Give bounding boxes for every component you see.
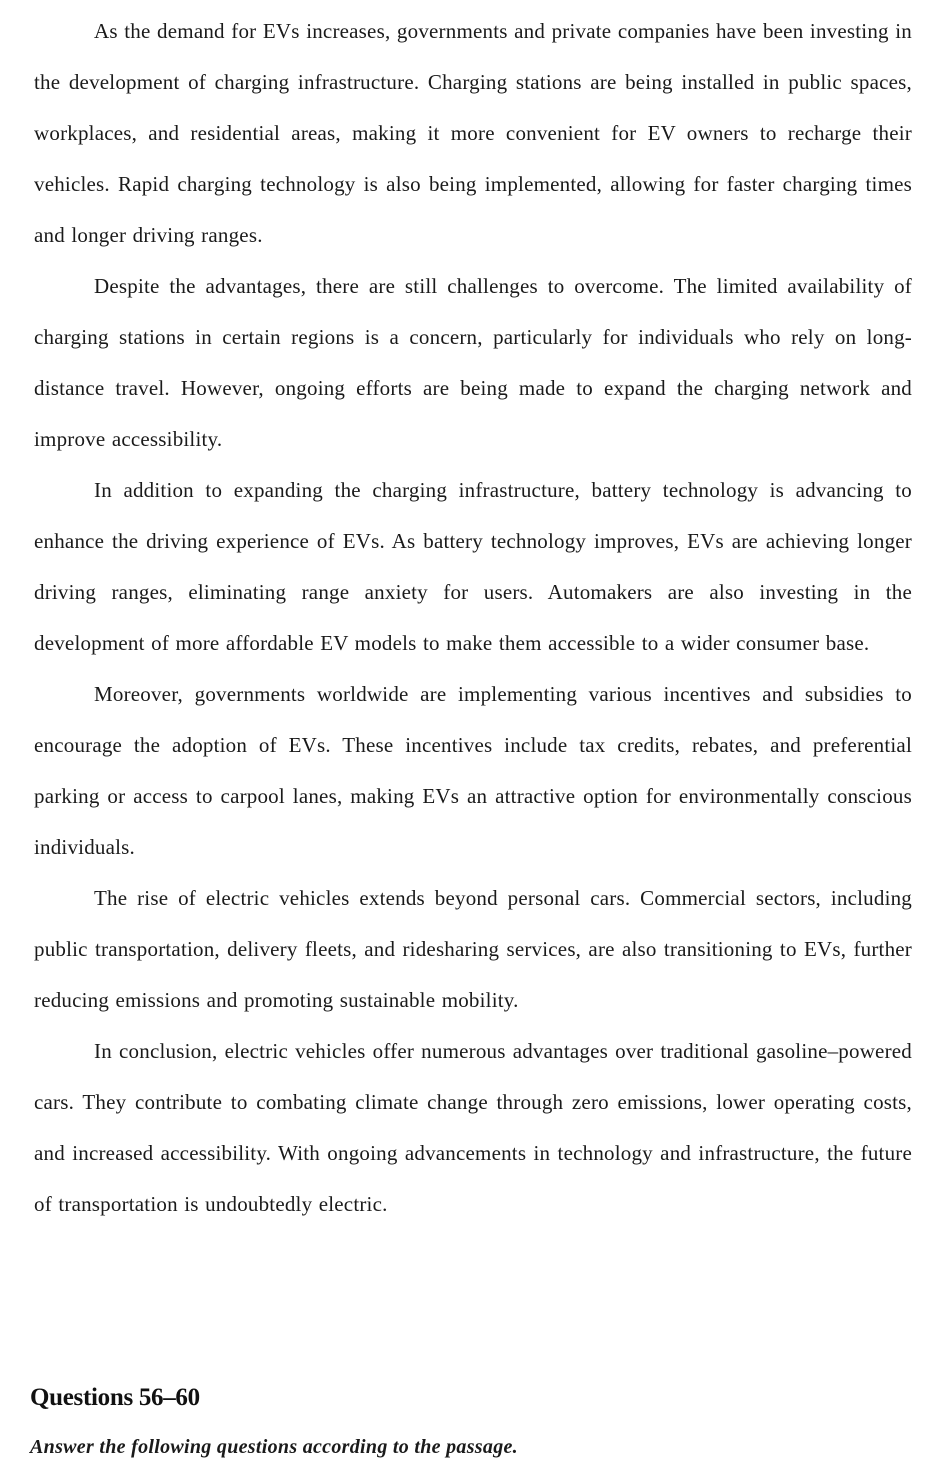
passage-paragraph: In conclusion, electric vehicles offer numerous advantages over traditional gasoline–powered cars. They contribute to combating climate change through zero emissions, lower operating costs, and increased accessibility. With ongoing advancements in technology and infrastructure, the future of transportation is undoubtedly electric.	[34, 1039, 912, 1216]
questions-instruction: Answer the following questions according to the passage.	[30, 1436, 518, 1458]
questions-heading: Questions 56–60	[30, 1384, 200, 1411]
passage-paragraph: Despite the advantages, there are still challenges to overcome. The limited availability of charging stations in certain regions is a concern, particularly for individuals who rely on long-distance travel. However, ongoing efforts are being made to expand the charging network and improve accessibility.	[34, 274, 912, 451]
reading-passage	[34, 6, 912, 1230]
passage-paragraph: The rise of electric vehicles extends beyond personal cars. Commercial sectors, including public transportation, delivery fleets, and ridesharing services, are also transitioning to EVs, further reducing emissions and promoting sustainable mobility.	[34, 886, 912, 1012]
passage-paragraph: Moreover, governments worldwide are implementing various incentives and subsidies to encourage the adoption of EVs. These incentives include tax credits, rebates, and preferential parking or access to carpool lanes, making EVs an attractive option for environmentally conscious individuals.	[34, 682, 912, 859]
passage-paragraph: As the demand for EVs increases, governments and private companies have been investing in the development of charging infrastructure. Charging stations are being installed in public spaces, workplaces, and residential areas, making it more convenient for EV owners to recharge their vehicles. Rapid charging technology is also being implemented, allowing for faster charging times and longer driving ranges.	[34, 19, 912, 247]
passage-paragraph: In addition to expanding the charging infrastructure, battery technology is advancing to enhance the driving experience of EVs. As battery technology improves, EVs are achieving longer driving ranges, eliminating range anxiety for users. Automakers are also investing in the development of more affordable EV models to make them accessible to a wider consumer base.	[34, 478, 912, 655]
